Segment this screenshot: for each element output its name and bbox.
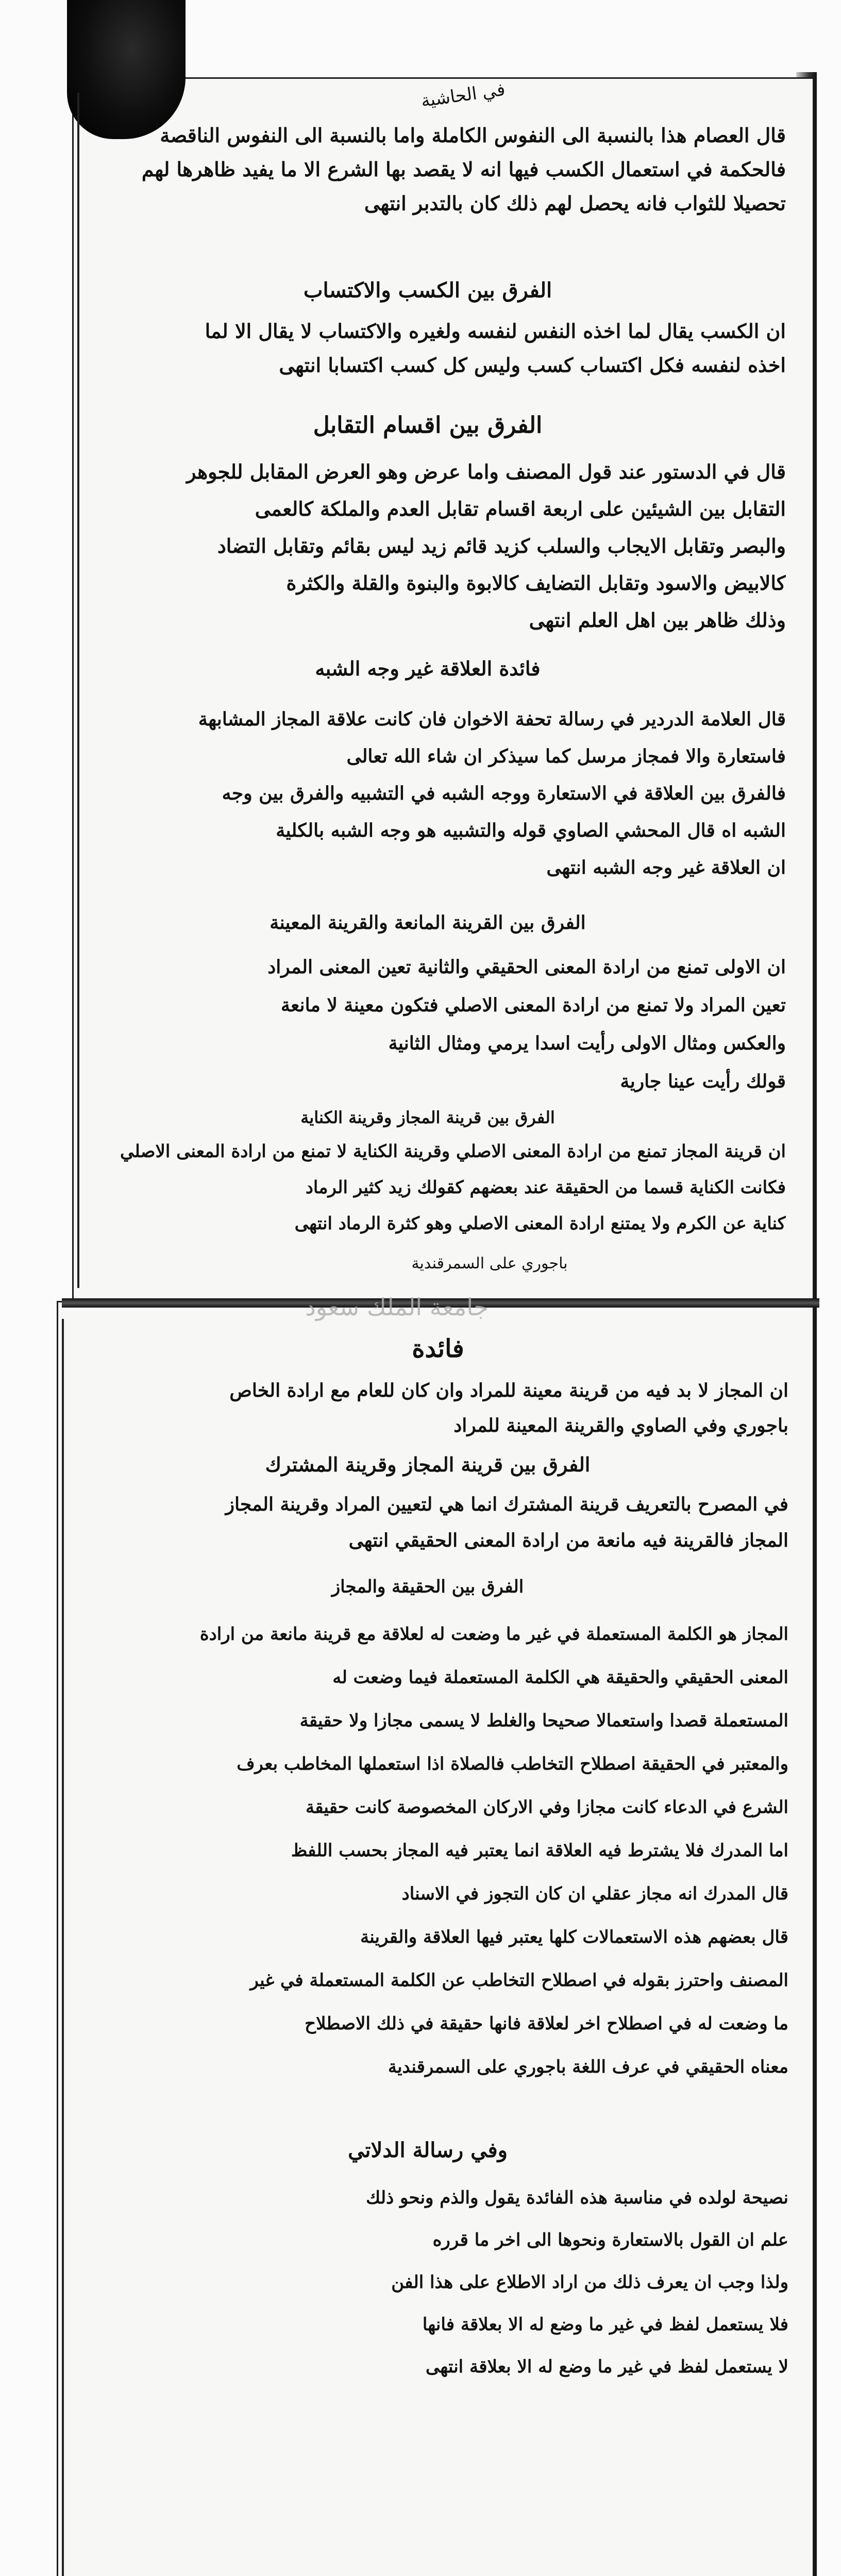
- paragraph-10: نصيحة لولده في مناسبة هذه الفائدة يقول والذم ونحو ذلك علم ان القول بالاستعارة ونحوها الى اخر ما قرره ولذا وجب ان يعرف ذلك من اراد الاطلاع على هذا الفن فلا يستعمل لفظ في غير ما وضع له الا بعلاقة فانها لا يستعمل لفظ في غير ما وضع له الا بعلاقة انتهى: [366, 2188, 788, 2377]
- page-left-rule: [77, 93, 79, 1288]
- paragraph-7: ان المجاز لا بد فيه من قرينة معينة للمراد وان كان للعام مع ارادة الخاص باجوري وفي الصاوي والقرينة المعينة للمراد: [229, 1380, 788, 1436]
- paragraph-9: المجاز هو الكلمة المستعملة في غير ما وضعت له لعلاقة مع قرينة مانعة من ارادة المعنى الحقيقي والحقيقة هي الكلمة المستعملة فيما وضعت له المستعملة قصدا واستعمالا صحيحا والغلط لا يسمى مجازا ولا حقيقة والمعتبر في الحقيقة اصطلاح التخاطب فالصلاة اذا استعملها المخاطب بعرف الشرع في الدعاء كانت مجازا وفي الاركان المخصوصة كانت حقيقة اما المدرك فلا يشترط فيه العلاقة انما يعتبر فيه المجاز بحسب اللفظ قال المدرك انه مجاز عقلي ان كان التجوز في الاسناد قال بعضهم هذه الاستعمالات كلها يعتبر فيها العلاقة والقرينة المصنف واحترز بقوله في اصطلاح التخاطب عن الكلمة المستعملة في غير ما وضعت له في اصطلاح اخر لعلاقة فانها حقيقة في ذلك الاصطلاح معناه الحقيقي في عرف اللغة باجوري على السمرقندية: [199, 1624, 788, 2077]
- source-note-bajuri: باجوري على السمرقندية: [411, 1255, 568, 1273]
- heading-haqiqa-majaz: الفرق بين الحقيقة والمجاز: [331, 1577, 524, 1597]
- paragraph-4: قال العلامة الدردير في رسالة تحفة الاخوان فان كانت علاقة المجاز المشابهة فاستعارة والا فمجاز مرسل كما سيذكر ان شاء الله تعالى فالفرق بين العلاقة في الاستعارة ووجه الشبه في التشبيه والفرق بين وجه الشبه اه قال المحشي الصاوي قوله والتشبيه هو وجه الشبه بالكلية ان العلاقة غير وجه الشبه انتهى: [198, 708, 786, 878]
- paragraph-3: قال في الدستور عند قول المصنف واما عرض وهو العرض المقابل للجوهر التقابل بين الشيئين على اربعة اقسام تقابل العدم والملكة كالعمى والبصر وتقابل الايجاب والسلب كزيد قائم زيد ليس بقائم وتقابل التضاد كالابيض والاسود وتقابل التضايف كالابوة والبنوة والقلة والكثرة وذلك ظاهر بين اهل العلم انتهى: [187, 460, 786, 632]
- paragraph-6: ان قرينة المجاز تمنع من ارادة المعنى الاصلي وقرينة الكناية لا تمنع من ارادة المعنى الاصلي فكانت الكناية قسما من الحقيقة عند بعضهم كقولك زيد كثير الرماد كناية عن الكرم ولا يمتنع ارادة المعنى الاصلي وهو كثرة الرماد انتهى: [120, 1141, 786, 1234]
- page-left-rule-lower: [62, 1319, 64, 2576]
- heading-alaqa: فائدة العلاقة غير وجه الشبه: [315, 657, 541, 680]
- page-number: [108, 2524, 139, 2576]
- heading-kasb: الفرق بين الكسب والاكتساب: [303, 278, 552, 302]
- top-margin-note: في الحاشية: [419, 79, 507, 112]
- library-watermark: جامعة الملك سعود: [305, 1293, 489, 1321]
- heading-risala-dalati: وفي رسالة الدلاتي: [348, 2138, 508, 2162]
- heading-qarina-mushtarak: الفرق بين قرينة المجاز وقرينة المشترك: [265, 1453, 591, 1476]
- heading-taqabul: الفرق بين اقسام التقابل: [313, 412, 543, 438]
- heading-qarina-mania: الفرق بين القرينة المانعة والقرينة المعينة: [270, 912, 586, 934]
- paragraph-2: ان الكسب يقال لما اخذه النفس لنفسه ولغيره والاكتساب لا يقال الا لما اخذه لنفسه فكل اكتساب كسب وليس كل كسب اكتسابا انتهى: [205, 319, 786, 377]
- heading-qarina-kinaya: الفرق بين قرينة المجاز وقرينة الكناية: [300, 1108, 555, 1127]
- heading-faida: فائدة: [412, 1334, 464, 1363]
- paragraph-5: ان الاولى تمنع من ارادة المعنى الحقيقي والثانية تعين المعنى المراد تعين المراد ولا تمنع من ارادة المعنى الاصلي فتكون معينة لا مانعة والعكس ومثال الاولى رأيت اسدا يرمي ومثال الثانية قولك رأيت عينا جارية: [267, 956, 786, 1092]
- paragraph-1: قال العصام هذا بالنسبة الى النفوس الكاملة واما بالنسبة الى النفوس الناقصة فالحكمة في استعمال الكسب فيها انه لا يقصد بها الشرع الا ما يفيد ظاهرها لهم تحصيلا للثواب فانه يحصل لهم ذلك كان بالتدبر انتهى: [141, 124, 786, 215]
- paragraph-8: في المصرح بالتعريف قرينة المشترك انما هي لتعيين المراد وقرينة المجاز المجاز فالقرينة فيه مانعة من ارادة المعنى الحقيقي انتهى: [225, 1494, 788, 1551]
